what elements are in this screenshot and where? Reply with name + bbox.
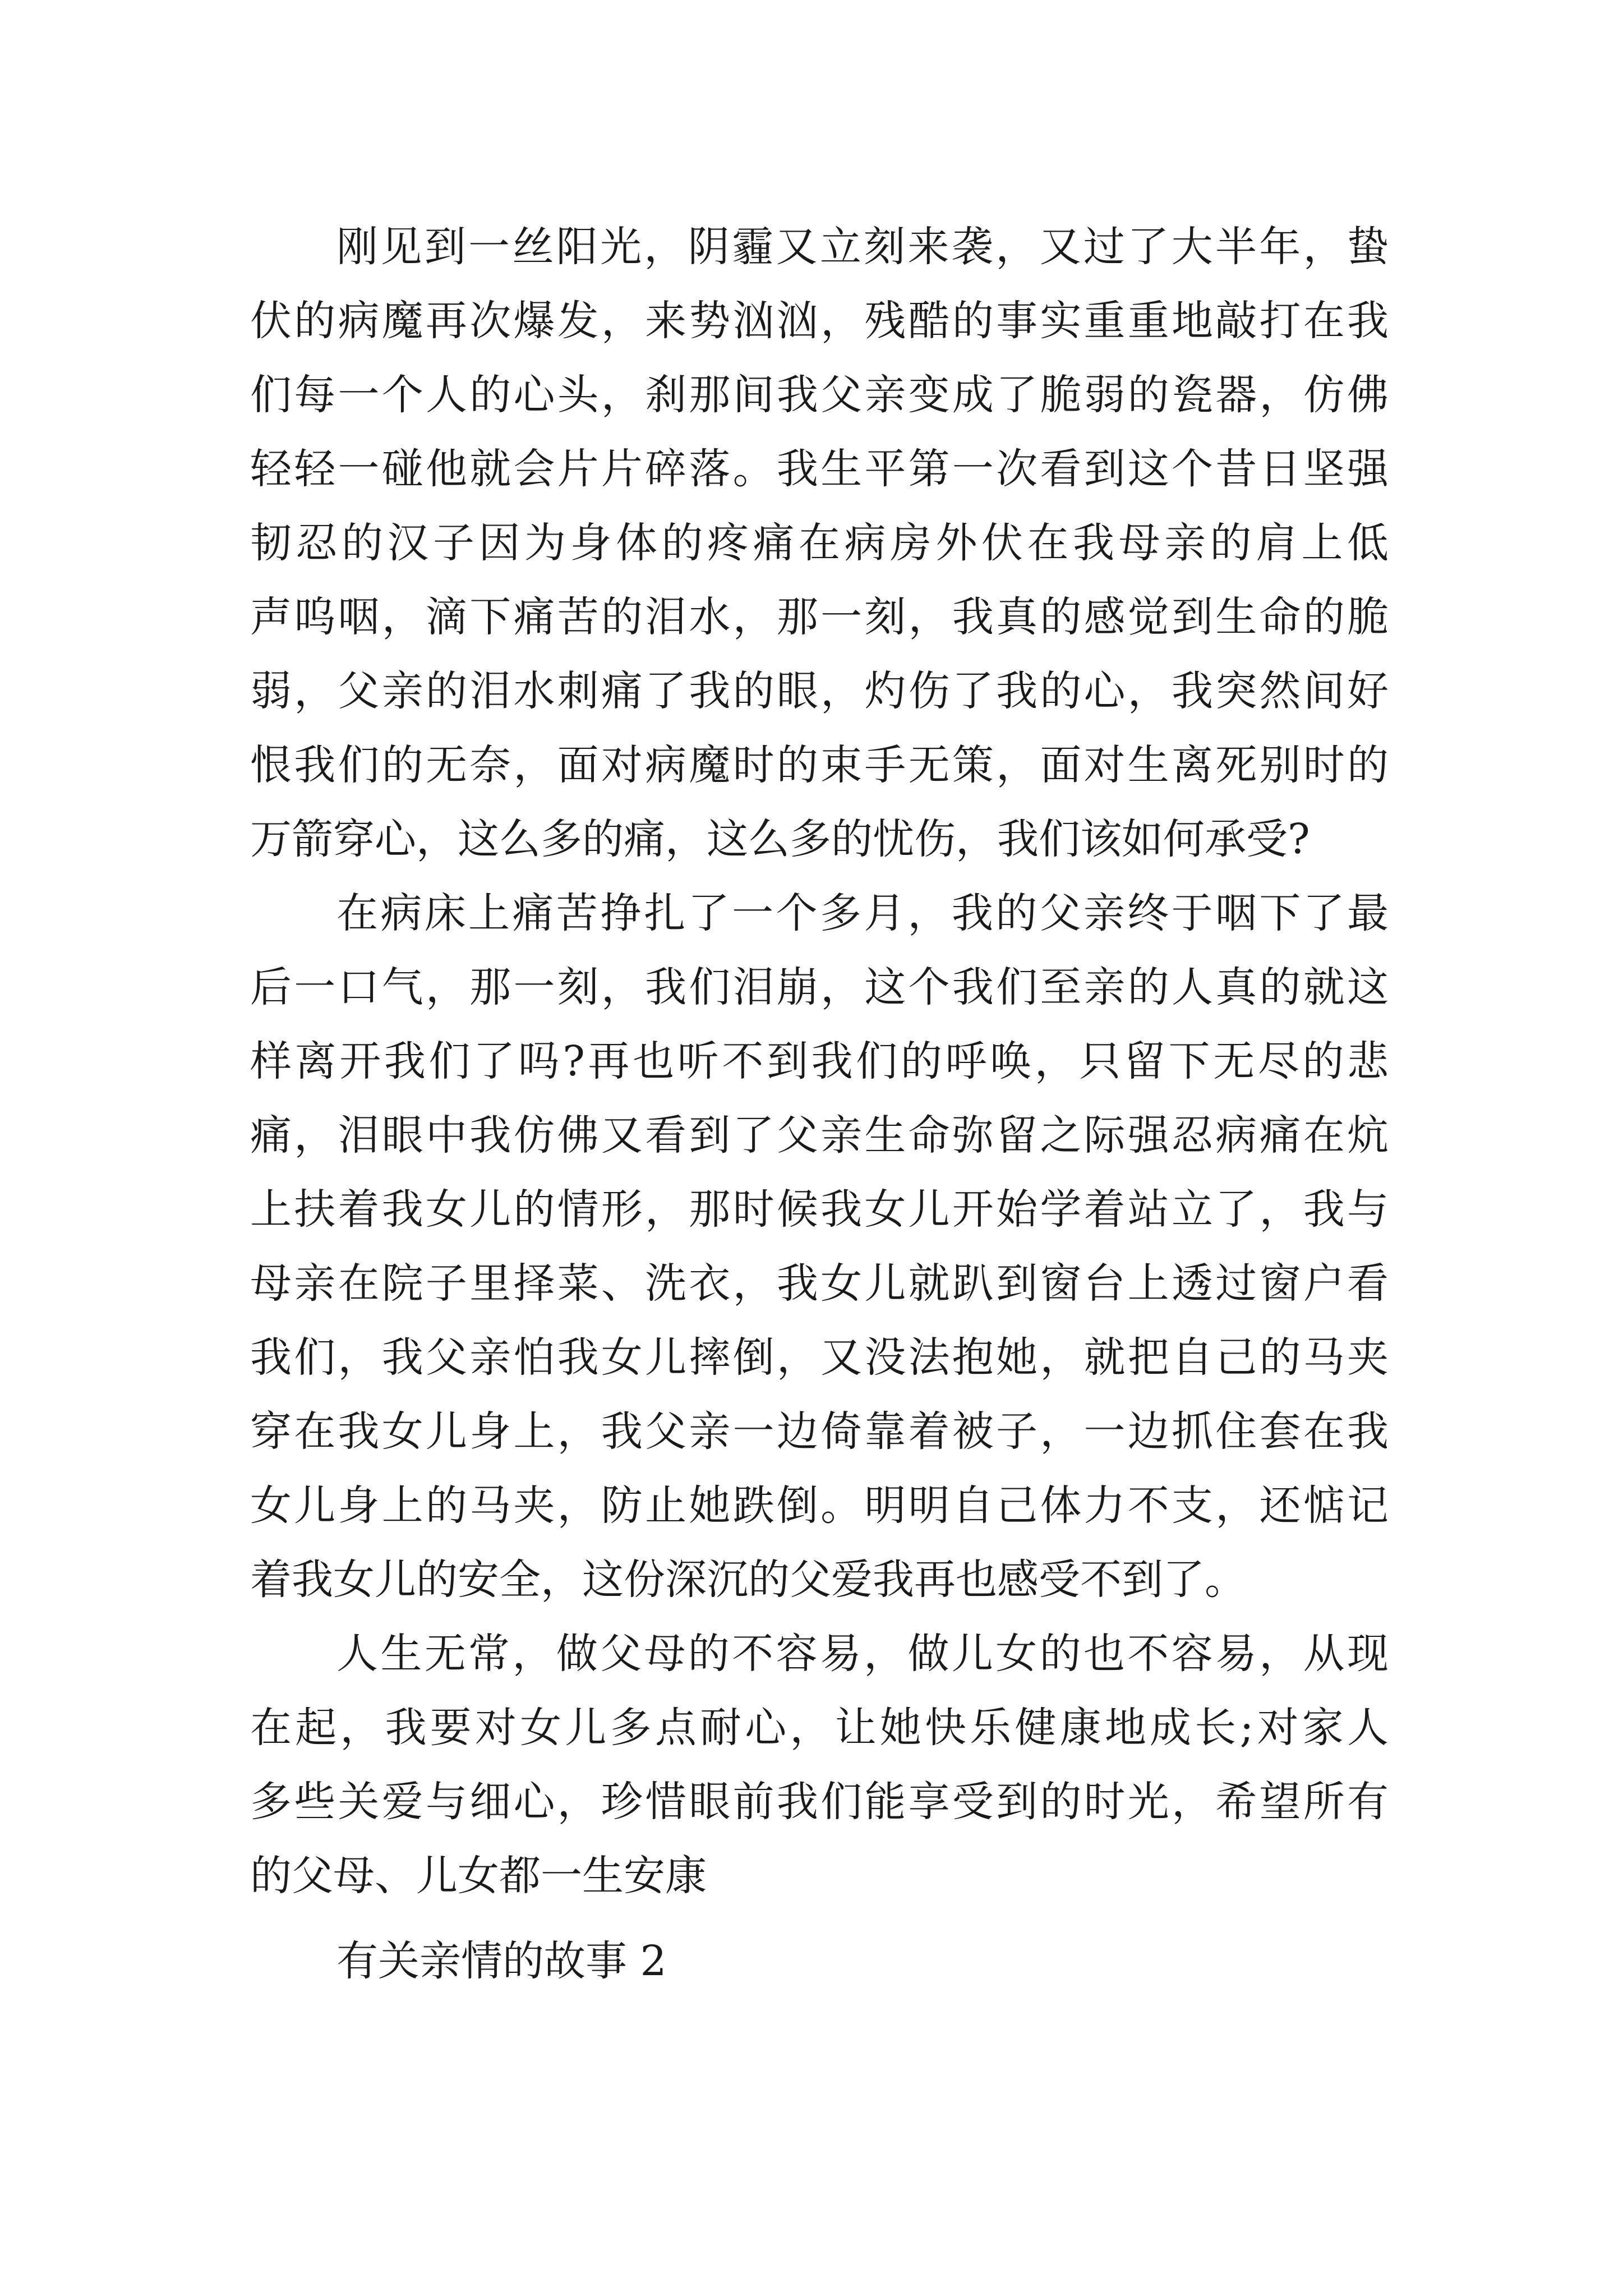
paragraph-1-line-5: 韧忍的汉子因为身体的疼痛在病房外伏在我母亲的肩上低 xyxy=(250,519,1389,567)
paragraph-1-line-2: 伏的病魔再次爆发，来势汹汹，残酷的事实重重地敲打在我 xyxy=(250,297,1389,345)
paragraph-1-line-8: 恨我们的无奈，面对病魔时的束手无策，面对生离死别时的 xyxy=(250,741,1389,789)
paragraph-3-line-1: 人生无常，做父母的不容易，做儿女的也不容易，从现 xyxy=(336,1630,1389,1678)
paragraph-2-line-6: 母亲在院子里择菜、洗衣，我女儿就趴到窗台上透过窗户看 xyxy=(250,1259,1389,1308)
paragraph-2-line-4: 痛，泪眼中我仿佛又看到了父亲生命弥留之际强忍病痛在炕 xyxy=(250,1111,1389,1159)
paragraph-2-line-8: 穿在我女儿身上，我父亲一边倚靠着被子，一边抓住套在我 xyxy=(250,1407,1389,1456)
paragraph-1-line-9: 万箭穿心，这么多的痛，这么多的忧伤，我们该如何承受? xyxy=(250,815,1310,863)
paragraph-3-line-4: 的父母、儿女都一生安康 xyxy=(250,1852,707,1900)
paragraph-2-line-7: 我们，我父亲怕我女儿摔倒，又没法抱她，就把自己的马夹 xyxy=(250,1333,1389,1382)
paragraph-2-line-1: 在病床上痛苦挣扎了一个多月，我的父亲终于咽下了最 xyxy=(336,889,1389,937)
paragraph-1-line-1: 刚见到一丝阳光，阴霾又立刻来袭，又过了大半年，蛰 xyxy=(336,223,1389,271)
paragraph-2-line-3: 样离开我们了吗?再也听不到我们的呼唤，只留下无尽的悲 xyxy=(250,1037,1389,1085)
paragraph-2-line-5: 上扶着我女儿的情形，那时候我女儿开始学着站立了，我与 xyxy=(250,1185,1389,1234)
paragraph-2-line-9: 女儿身上的马夹，防止她跌倒。明明自己体力不支，还惦记 xyxy=(250,1481,1389,1530)
paragraph-1-line-7: 弱，父亲的泪水刺痛了我的眼，灼伤了我的心，我突然间好 xyxy=(250,667,1389,715)
section-heading: 有关亲情的故事 2 xyxy=(336,1937,667,1985)
paragraph-2-line-10: 着我女儿的安全，这份深沉的父爱我再也感受不到了。 xyxy=(250,1556,1246,1604)
paragraph-1-line-4: 轻轻一碰他就会片片碎落。我生平第一次看到这个昔日坚强 xyxy=(250,445,1389,493)
paragraph-1-line-3: 们每一个人的心头，刹那间我父亲变成了脆弱的瓷器，仿佛 xyxy=(250,371,1389,419)
paragraph-3-line-2: 在起，我要对女儿多点耐心，让她快乐健康地成长;对家人 xyxy=(250,1704,1389,1752)
paragraph-1-line-6: 声呜咽，滴下痛苦的泪水，那一刻，我真的感觉到生命的脆 xyxy=(250,593,1389,641)
paragraph-3-line-3: 多些关爱与细心，珍惜眼前我们能享受到的时光，希望所有 xyxy=(250,1778,1389,1826)
paragraph-2-line-2: 后一口气，那一刻，我们泪崩，这个我们至亲的人真的就这 xyxy=(250,963,1389,1011)
